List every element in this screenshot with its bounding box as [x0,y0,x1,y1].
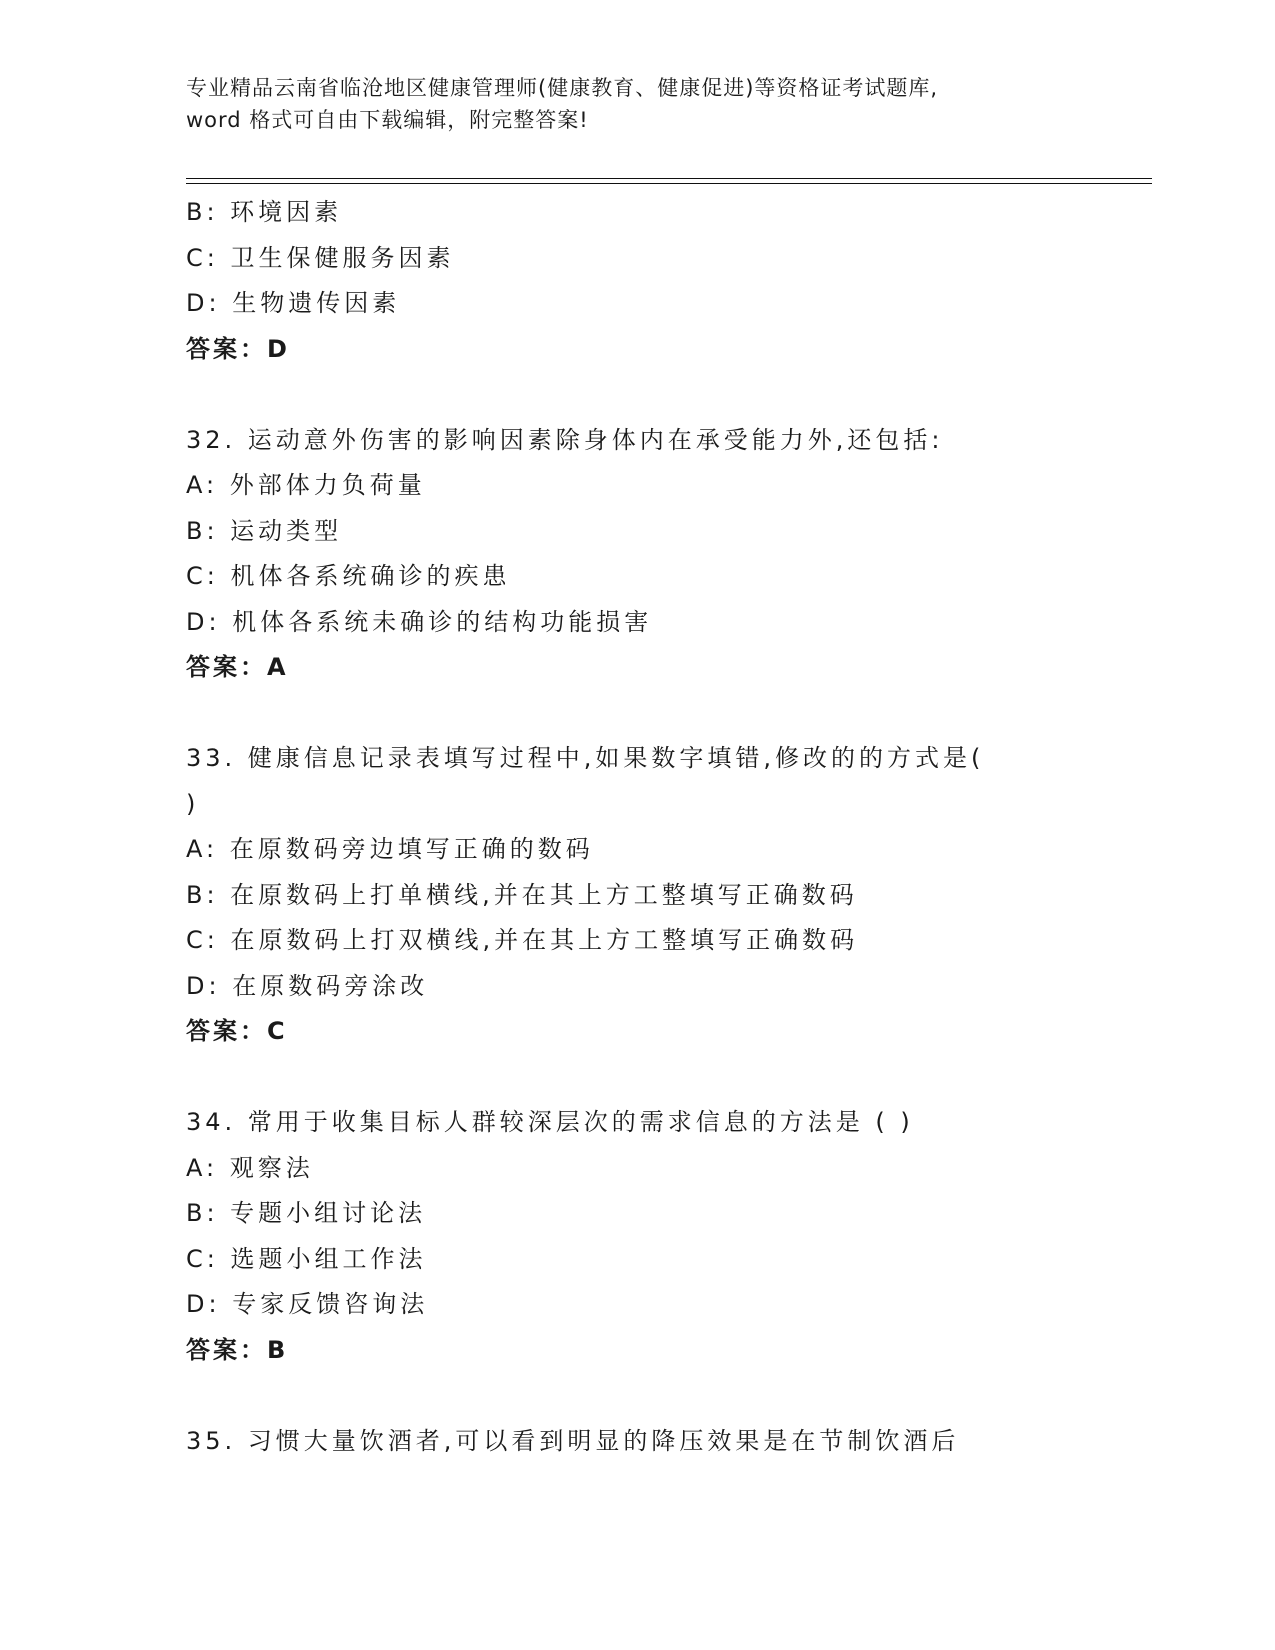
option-c: C: 在原数码上打双横线,并在其上方工整填写正确数码 [186,926,859,954]
question-34 [186,1100,1152,1373]
question-list [186,190,1152,1464]
spacer [186,1373,1152,1419]
option-d: D: 在原数码旁涂改 [186,971,429,1000]
option-a: A: 外部体力负荷量 [186,471,426,499]
option-d: D: 专家反馈咨询法 [186,1290,429,1318]
header-divider-top [186,178,1152,179]
option-a: A: 在原数码旁边填写正确的数码 [186,835,594,863]
header-line-1: 专业精品云南省临沧地区健康管理师(健康教育、健康促进)等资格证考试题库, [186,76,939,100]
question-35 [186,1419,1152,1465]
option-c: C: 机体各系统确诊的疾患 [186,562,511,590]
header-divider-bottom [186,183,1152,184]
option-b: B: 环境因素 [186,198,343,226]
question-32 [186,418,1152,691]
header-line-2: word 格式可自由下载编辑，附完整答案! [186,108,589,132]
option-a: A: 观察法 [186,1153,314,1182]
question-title-line-1: 33. 健康信息记录表填写过程中,如果数字填错,修改的的方式是( [186,744,985,772]
spacer [186,1055,1152,1101]
option-c: C: 选题小组工作法 [186,1244,427,1273]
question-title: 34. 常用于收集目标人群较深层次的需求信息的方法是 ( ) [186,1108,914,1136]
question-title-line-2: ) [186,789,200,818]
question-title: 35. 习惯大量饮酒者,可以看到明显的降压效果是在节制饮酒后 [186,1426,960,1455]
option-c: C: 卫生保健服务因素 [186,243,455,272]
question-31-tail [186,190,1152,372]
option-b: B: 运动类型 [186,516,343,545]
answer: 答案：D [186,334,290,363]
option-b: B: 专题小组讨论法 [186,1199,427,1227]
question-33 [186,736,1152,1055]
answer: 答案：B [186,1335,289,1364]
question-title: 32. 运动意外伤害的影响因素除身体内在承受能力外,还包括: [186,425,944,454]
answer: 答案：A [186,653,289,681]
option-b: B: 在原数码上打单横线,并在其上方工整填写正确数码 [186,880,858,909]
spacer [186,372,1152,418]
option-d: D: 机体各系统未确诊的结构功能损害 [186,607,653,636]
spacer [186,691,1152,737]
document-header [186,72,1066,136]
answer: 答案：C [186,1017,288,1045]
option-d: D: 生物遗传因素 [186,289,401,317]
